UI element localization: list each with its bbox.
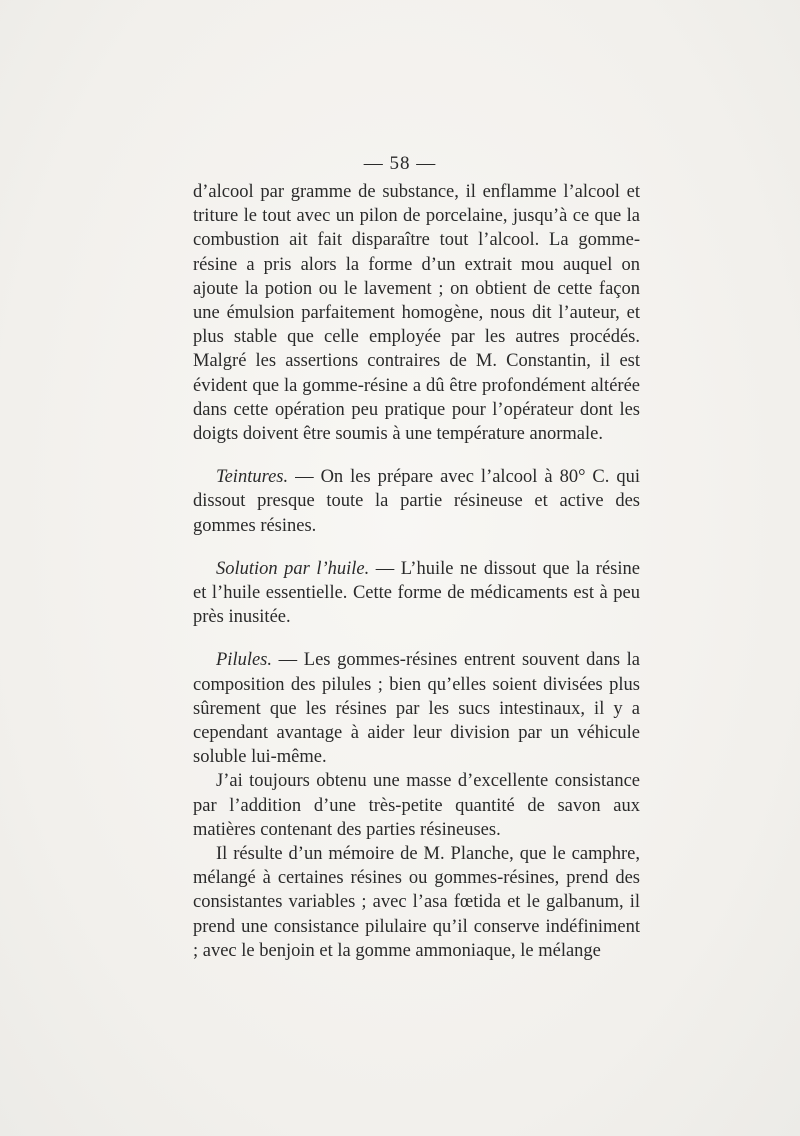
paragraph-solution-huile xyxy=(193,557,640,630)
section-heading-pilules: Pilules. xyxy=(216,650,273,671)
page-number: — 58 — xyxy=(363,153,437,174)
body-text xyxy=(193,180,640,963)
paragraph-planche: Il résulte d’un mémoire de M. Planche, que le camphre, mélangé à certaines résines ou gommes-résines, prend des consistantes variables ; avec l’asa fœtida et le galbanum, il prend une consistance pilulaire qu’il conserve indéfiniment ; avec le benjoin et la gomme ammoniaque, le mélange xyxy=(193,844,640,961)
section-heading-solution-huile: Solution par l’huile. xyxy=(216,558,370,579)
paragraph-pilules-text: — Les gommes-résines entrent souvent dans la composition des pilules ; bien qu’elles soient divisées plus sûrement que les résines par les sucs intestinaux, il y a cependant avantage à aider leur division par un véhicule soluble lui-même. xyxy=(193,650,640,768)
paragraph-savon: J’ai toujours obtenu une masse d’excellente consistance par l’addition d’une très-petite quantité de savon aux matières contenant des parties résineuses. xyxy=(193,771,640,840)
paragraph-pilules xyxy=(193,648,640,769)
paragraph-solution-huile-text: — L’huile ne dissout que la résine et l’huile essentielle. Cette forme de médicaments est à peu près inusitée. xyxy=(193,558,640,628)
paragraph-teintures xyxy=(193,465,640,538)
section-heading-teintures: Teintures. xyxy=(216,467,289,488)
paragraph-teintures-text: — On les prépare avec l’alcool à 80° C. qui dissout presque toute la partie résineuse et active des gommes résines. xyxy=(193,467,640,536)
paragraph-alcohol-emulsion: d’alcool par gramme de substance, il enflamme l’alcool et triture le tout avec un pilon de porcelaine, jusqu’à ce que la combustion ait fait disparaître tout l’alcool. La gomme-résine a pris alors la forme d’un extrait mou auquel on ajoute la potion ou le lavement ; on obtient de cette façon une émulsion parfaitement homogène, nous dit l’auteur, et plus stable que celle employée par les autres procédés. Malgré les assertions contraires de M. Constantin, il est évident que la gomme-résine a dû être profondément altérée dans cette opération peu pratique pour l’opérateur dont les doigts doivent être soumis à une température anormale. xyxy=(193,182,640,445)
